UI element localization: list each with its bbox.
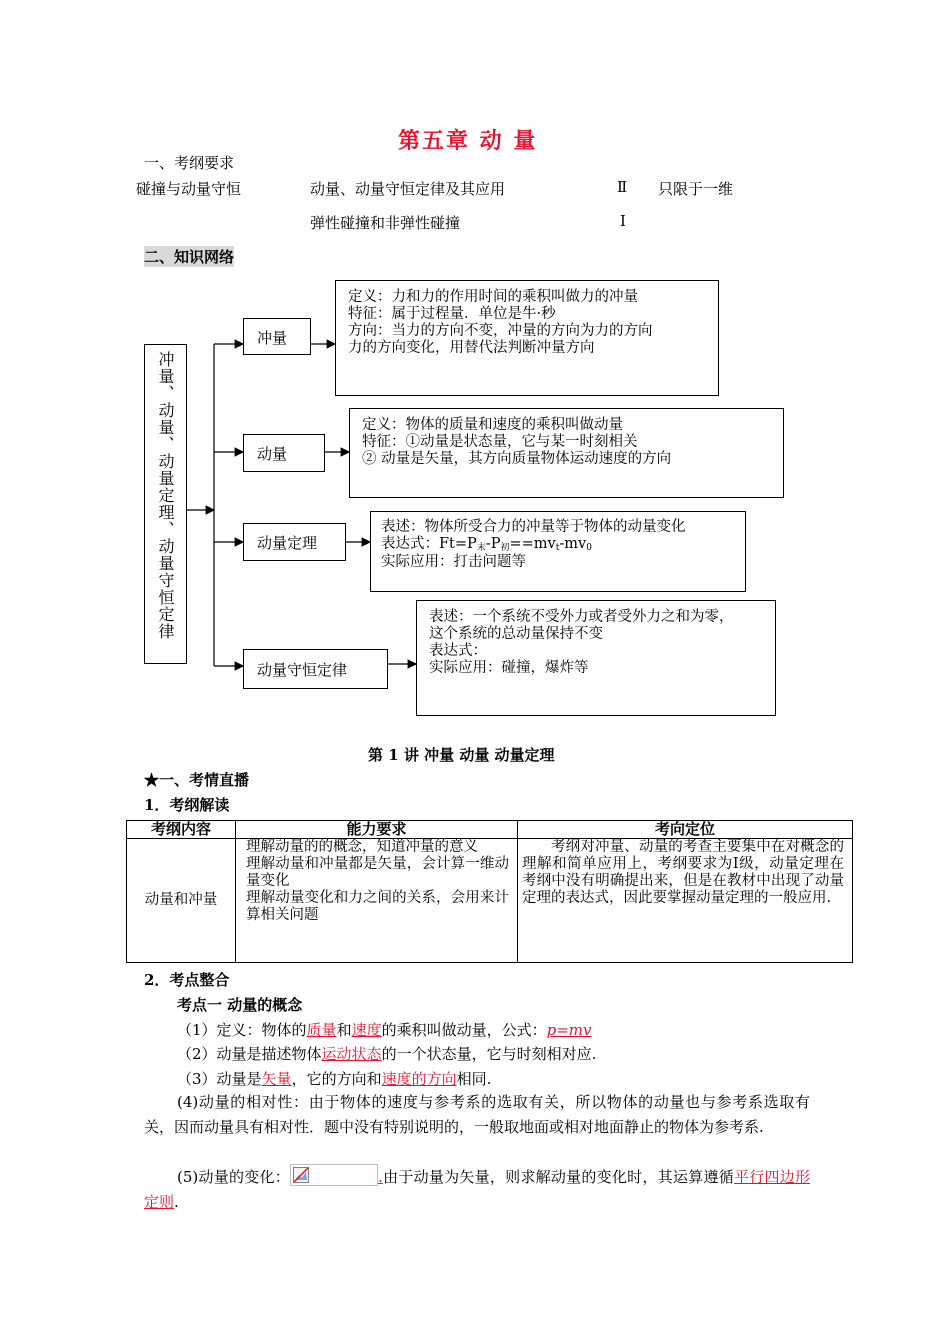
expr-sub-0: 0 — [586, 543, 592, 553]
broken-image-placeholder — [290, 1164, 378, 1186]
table-header-direction: 考向定位 — [518, 821, 853, 839]
table-cell-direction — [518, 839, 853, 963]
node-impulse-label: 冲量 — [257, 329, 288, 347]
item-5-b: 由于动量为矢量，则求解动量的变化时，其运算遵循 — [382, 1168, 734, 1186]
kd-heading: 2．考点整合 — [144, 971, 230, 989]
table-cell-ability — [236, 839, 518, 963]
ability-line-2: 理解动量和冲量都是矢量，会计算一维动量变化 — [246, 856, 509, 889]
kd1-title: 考点一 动量的概念 — [177, 996, 303, 1014]
desc-momentum-line-2: 特征：①动量是状态量，它与某一时刻相关 — [362, 434, 638, 450]
item-1-a: （1）定义：物体的 — [177, 1021, 307, 1039]
desc-impulse-line-4: 力的方向变化，用替代法判断冲量方向 — [348, 340, 595, 356]
expr-sub-end: 末 — [476, 543, 486, 553]
item-1-mass: 质量 — [306, 1021, 337, 1039]
sec1-content-2: 弹性碰撞和非弹性碰撞 — [310, 214, 461, 232]
expr-sub-init: 初 — [500, 543, 510, 553]
diagram-root-label: 冲量、动量、动量定理、动量守恒定律 — [156, 351, 175, 640]
ability-line-1: 理解动量的的概念，知道冲量的意义 — [246, 839, 478, 855]
direction-text: 考纲对冲量、动量的考查主要集中在对概念的理解和简单应用上，考纲要求为Ⅰ级，动量定理在考纲中没有明确提出来，但是在教材中出现了动量定理的表达式，因此要掌握动量定理的一般应用. — [522, 839, 844, 906]
node-momentum-label: 动量 — [257, 445, 288, 463]
node-conservation-label: 动量守恒定律 — [257, 661, 348, 679]
item-4: (4)动量的相对性：由于物体的速度与参考系的选取有关，所以物体的动量也与参考系选取有关，因而动量具有相对性．题中没有特别说明的，一般取地面或相对地面静止的物体为参考系. — [144, 1093, 810, 1136]
ability-line-3: 理解动量变化和力之间的关系，会用来计算相关问题 — [246, 890, 509, 923]
sec2-heading: 二、知识网络 — [144, 248, 235, 266]
sec1-level-2: Ⅰ — [620, 212, 626, 230]
desc-momentum-line-3: ② 动量是矢量，其方向质量物体运动速度的方向 — [362, 451, 672, 467]
item-3-c: 相同. — [456, 1070, 492, 1088]
table-header-content: 考纲内容 — [127, 821, 236, 839]
item-2-a: （2）动量是描述物体 — [177, 1045, 322, 1063]
table-header-ability: 能力要求 — [236, 821, 518, 839]
node-theorem-label: 动量定理 — [257, 534, 318, 552]
expr-minus: -mv — [559, 536, 587, 552]
item-3-vector: 矢量 — [261, 1070, 292, 1088]
item-3-b: ，它的方向和 — [291, 1070, 382, 1088]
desc-momentum-line-1: 定义：物体的质量和速度的乘积叫做动量 — [362, 417, 623, 433]
item-5-rule: 平行四边形定则 — [144, 1168, 810, 1211]
item-3-direction: 速度的方向 — [381, 1070, 457, 1088]
sec1-heading: 一、考纲要求 — [144, 154, 235, 172]
item-2-state: 运动状态 — [321, 1045, 382, 1063]
desc-conservation-line-4: 实际应用：碰撞，爆炸等 — [429, 660, 589, 676]
desc-theorem-line-1: 表述：物体所受合力的冲量等于物体的动量变化 — [381, 519, 686, 535]
table-cell-content — [127, 839, 236, 963]
lecture-title: 第 1 讲 冲量 动量 动量定理 — [368, 746, 555, 764]
sec1-level-1: Ⅱ — [617, 178, 628, 196]
desc-conservation-line-1: 表述：一个系统不受外力或者受外力之和为零， — [429, 609, 734, 625]
desc-momentum — [349, 408, 784, 498]
sec1-topic: 碰撞与动量守恒 — [136, 180, 242, 198]
diagram-root-box — [144, 344, 187, 664]
item-5 — [144, 1164, 810, 1215]
broken-image-icon — [293, 1167, 309, 1183]
expr-tail: ==mv — [509, 536, 556, 552]
desc-impulse-line-3: 方向：当力的方向不变，冲量的方向为力的方向 — [348, 323, 653, 339]
item-2-b: 的一个状态量，它与时刻相对应. — [381, 1045, 597, 1063]
desc-impulse-line-2: 特征：属于过程量．单位是牛·秒 — [348, 306, 556, 322]
item-1-c: 的乘积叫做动量，公式： — [381, 1021, 547, 1039]
item-1-formula: p=mv — [546, 1021, 592, 1039]
item-3-a: （3）动量是 — [177, 1070, 262, 1088]
desc-impulse-line-1: 定义：力和力的作用时间的乘积叫做力的冲量 — [348, 289, 638, 305]
item-5-c: . — [174, 1193, 179, 1211]
node-theorem — [243, 523, 346, 561]
item-1-velocity: 速度 — [351, 1021, 382, 1039]
node-conservation — [243, 649, 388, 689]
kg-heading: 1．考纲解读 — [144, 796, 230, 814]
sec1-content-1: 动量、动量守恒定律及其应用 — [310, 180, 506, 198]
item-1 — [177, 1019, 591, 1040]
item-5-dot: . — [378, 1168, 383, 1186]
desc-conservation — [416, 600, 776, 716]
item-5-a: (5)动量的变化： — [177, 1168, 291, 1186]
item-3 — [177, 1068, 491, 1089]
desc-impulse — [335, 280, 719, 396]
table-cell-content-text: 动量和冲量 — [144, 892, 218, 908]
item-1-b: 和 — [336, 1021, 352, 1039]
desc-conservation-line-3: 表达式： — [429, 643, 487, 659]
expr-sub-t: t — [555, 543, 560, 553]
sec1-note: 只限于一维 — [658, 180, 734, 198]
desc-theorem — [370, 511, 746, 592]
desc-theorem-line-3: 实际应用：打击问题等 — [381, 554, 526, 570]
kq-heading: ★一、考情直播 — [144, 771, 250, 789]
syllabus-table — [126, 820, 853, 963]
desc-conservation-line-2: 这个系统的总动量保持不变 — [429, 626, 603, 642]
node-impulse — [243, 318, 311, 355]
chapter-title: 第五章 动 量 — [398, 128, 538, 154]
node-momentum — [243, 434, 325, 472]
expr-mid: -P — [485, 536, 501, 552]
expr-prefix: 表达式：Ft=P — [381, 536, 477, 552]
item-2 — [177, 1043, 596, 1064]
